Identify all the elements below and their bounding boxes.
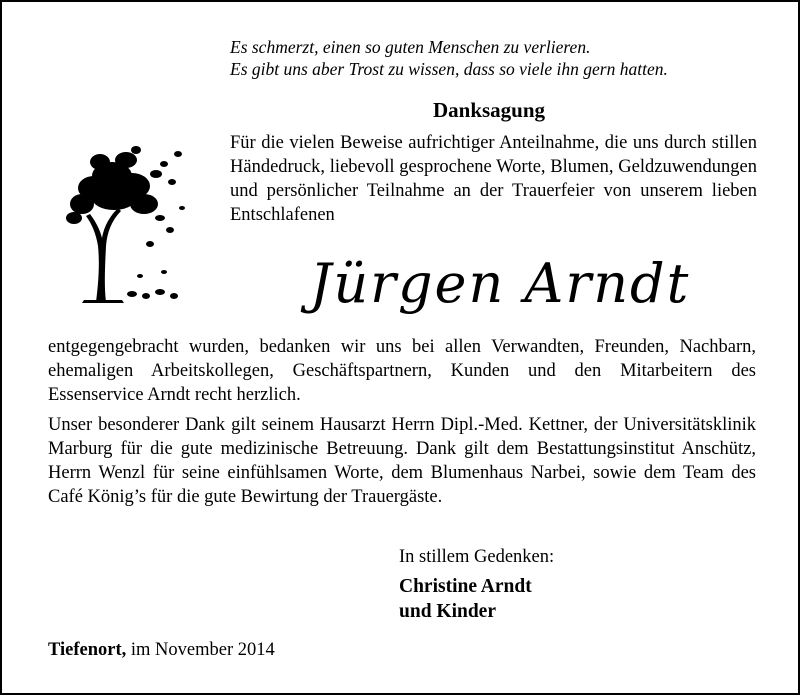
date: im November 2014 xyxy=(130,640,275,660)
signer-line-1: Christine Arndt xyxy=(399,576,532,597)
signer-line-2: und Kinder xyxy=(399,601,496,622)
thanks-paragraph-1: entgegengebracht wurden, bedanken wir uns bei allen Verwandten, Freunden, Nachbarn, ehemaligen Arbeitskollegen, Geschäftspartnern, Kunden und den Mitarbeitern des Essenservice Arndt recht herzlich. xyxy=(48,337,756,405)
deceased-name: Jürgen Arndt xyxy=(309,252,691,315)
signers xyxy=(399,574,532,624)
quote-line-2: Es gibt uns aber Trost zu wissen, dass so viele ihn gern hatten. xyxy=(230,59,668,79)
tree-icon xyxy=(52,126,192,304)
notice-title: Danksagung xyxy=(432,98,546,122)
closing-line: In stillem Gedenken: xyxy=(399,547,555,567)
quote-line-1: Es schmerzt, einen so guten Menschen zu verlieren. xyxy=(230,37,591,57)
place-date xyxy=(48,638,275,662)
intro-text: Für die vielen Beweise aufrichtiger Anteilnahme, die uns durch stillen Händedruck, liebevoll gesprochene Worte, Blumen, Geldzuwendungen und persönlicher Teilnahme an der Trauerfeier von unserem lieben Entschlafenen xyxy=(230,133,757,225)
thanks-paragraph-2: Unser besonderer Dank gilt seinem Hausarzt Herrn Dipl.-Med. Kettner, der Universitätsklinik Marburg für die gute medizinische Betreuung. Dank gilt dem Bestattungsinstitut Anschütz, Herrn Wenzl für seine einfühlsamen Worte, dem Blumenhaus Narbei, sowie dem Team des Café König’s für die gute Bewirtung der Trauergäste. xyxy=(48,415,756,507)
quote xyxy=(230,36,750,80)
place: Tiefenort, xyxy=(48,640,127,660)
